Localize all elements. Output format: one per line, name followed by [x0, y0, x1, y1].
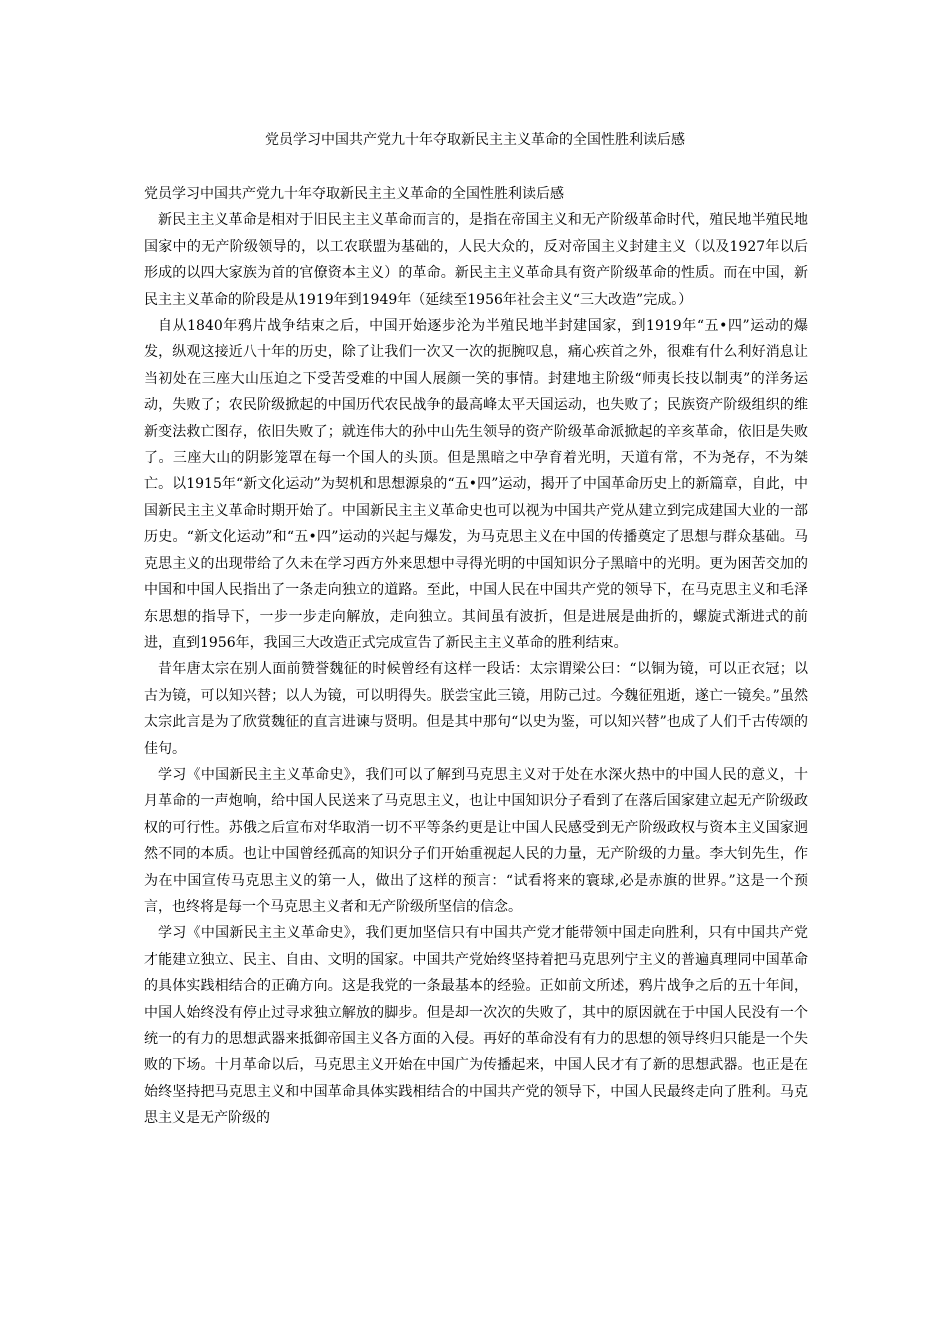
paragraph: 新民主主义革命是相对于旧民主主义革命而言的，是指在帝国主义和无产阶级革命时代，殖民地半殖民地国家中的无产阶级领导的，以工农联盟为基础的，人民大众的，反对帝国主义封建主义（以及1927年以后形成的以四大家族为首的官僚资本主义）的革命。新民主主义革命具有资产阶级革命的性质。而在中国，新民主主义革命的阶段是从1919年到1949年（延续至1956年社会主义“三大改造”完成。） [144, 212, 808, 308]
document-body [144, 181, 808, 1132]
paragraph: 自从1840年鸦片战争结束之后，中国开始逐步沦为半殖民地半封建国家，到1919年“五•四”运动的爆发，纵观这接近八十年的历史，除了让我们一次又一次的扼腕叹息，痛心疾首之外，很难有什么利好消息让当初处在三座大山压迫之下受苦受难的中国人展颜一笑的事情。封建地主阶级“师夷长技以制夷”的洋务运动，失败了；农民阶级掀起的中国历代农民战争的最高峰太平天国运动，也失败了；民族资产阶级组织的维新变法救亡图存，依旧失败了；就连伟大的孙中山先生领导的资产阶级革命派掀起的辛亥革命，依旧是失败了。三座大山的阴影笼罩在每一个国人的头顶。但是黑暗之中孕育着光明，天道有常，不为尧存，不为桀亡。以1915年“新文化运动”为契机和思想源泉的“五•四”运动，揭开了中国革命历史上的新篇章，自此，中国新民主主义革命时期开始了。中国新民主主义革命史也可以视为中国共产党从建立到完成建国大业的一部历史。“新文化运动”和“五•四”运动的兴起与爆发，为马克思主义在中国的传播奠定了思想与群众基础。马克思主义的出现带给了久未在学习西方外来思想中寻得光明的中国知识分子黑暗中的光明。更为困苦交加的中国和中国人民指出了一条走向独立的道路。至此，中国人民在中国共产党的领导下，在马克思主义和毛泽东思想的指导下，一步一步走向解放，走向独立。其间虽有波折，但是进展是曲折的，螺旋式渐进式的前进，直到1956年，我国三大改造正式完成宣告了新民主主义革命的胜利结束。 [144, 318, 808, 651]
paragraph: 学习《中国新民主主义革命史》，我们可以了解到马克思主义对于处在水深火热中的中国人民的意义，十月革命的一声炮响，给中国人民送来了马克思主义，也让中国知识分子看到了在落后国家建立起无产阶级政权的可行性。苏俄之后宣布对华取消一切不平等条约更是让中国人民感受到无产阶级政权与资本主义国家迥然不同的本质。也让中国曾经孤高的知识分子们开始重视起人民的力量，无产阶级的力量。李大钊先生，作为在中国宣传马克思主义的第一人，做出了这样的预言：“试看将来的寰球,必是赤旗的世界。”这是一个预言，也终将是每一个马克思主义者和无产阶级所坚信的信念。 [144, 766, 808, 915]
document-subtitle: 党员学习中国共产党九十年夺取新民主主义革命的全国性胜利读后感 [144, 186, 564, 202]
paragraph: 昔年唐太宗在别人面前赞誉魏征的时候曾经有这样一段话：太宗谓梁公曰：“以铜为镜，可以正衣冠；以古为镜，可以知兴替；以人为镜，可以明得失。朕尝宝此三镜，用防己过。今魏征殂逝，遂亡一镜矣。”虽然太宗此言是为了欣赏魏征的直言进谏与贤明。但是其中那句“以史为鉴，可以知兴替”也成了人们千古传颂的佳句。 [144, 661, 808, 757]
document-title: 党员学习中国共产党九十年夺取新民主主义革命的全国性胜利读后感 [265, 132, 685, 148]
paragraph: 学习《中国新民主主义革命史》，我们更加坚信只有中国共产党才能带领中国走向胜利，只有中国共产党才能建立独立、民主、自由、文明的国家。中国共产党始终坚持着把马克思列宁主义的普遍真理同中国革命的具体实践相结合的正确方向。这是我党的一条最基本的经验。正如前文所述，鸦片战争之后的五十年间，中国人始终没有停止过寻求独立解放的脚步。但是却一次次的失败了，其中的原因就在于中国人民没有一个统一的有力的思想武器来抵御帝国主义各方面的入侵。再好的革命没有有力的思想的领导终归只能是一个失败的下场。十月革命以后，马克思主义开始在中国广为传播起来，中国人民才有了新的思想武器。也正是在始终坚持把马克思主义和中国革命具体实践相结合的中国共产党的领导下，中国人民最终走向了胜利。马克思主义是无产阶级的 [144, 925, 808, 1127]
